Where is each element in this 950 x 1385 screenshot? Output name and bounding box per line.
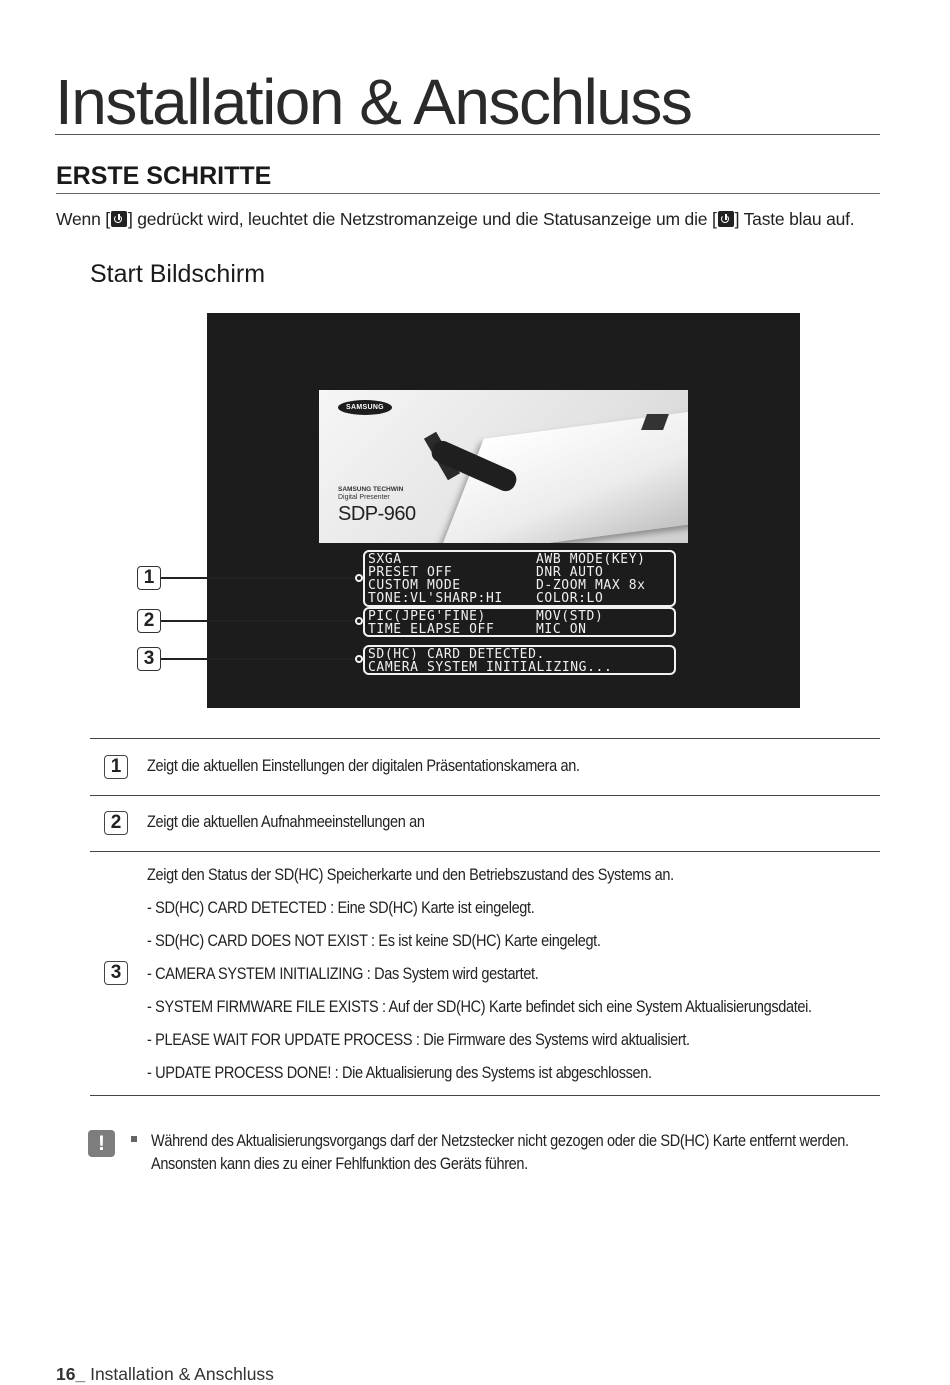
list-item: - UPDATE PROCESS DONE! : Die Aktualisierung des Systems ist abgeschlossen. [147,1064,812,1097]
list-item: - SD(HC) CARD DETECTED : Eine SD(HC) Karte ist eingelegt. [147,899,812,932]
intro-text-2: ] gedrückt wird, leuchtet die Netzstromanzeige und die Statusanzeige um die [ [127,209,717,229]
splash-image [319,390,688,543]
callout-ring-3 [355,655,363,663]
samsung-logo: SAMSUNG [338,400,392,415]
osd-row: SD(HC) CARD DETECTED. [368,647,545,662]
callout-ring-1 [355,574,363,582]
osd-value: CUSTOM MODE [368,578,461,593]
status-list [147,866,812,1097]
osd-value: TIME ELAPSE OFF [368,622,495,637]
intro-paragraph [56,209,854,230]
footer-section: Installation & Anschluss [90,1364,274,1384]
osd-value: MIC ON [536,622,587,637]
subsection-title: Start Bildschirm [90,260,266,288]
intro-text-1: Wenn [ [56,209,110,229]
osd-row [368,623,674,636]
osd-value: D-ZOOM MAX 8x [536,578,646,593]
bullet-icon [131,1136,137,1142]
osd-value: AWB MODE(KEY) [536,552,646,567]
warning-icon: ! [88,1130,115,1157]
callout-line-3 [161,658,356,660]
callout-3: 3 [137,647,161,671]
osd-row: CAMERA SYSTEM INITIALIZING... [368,660,613,675]
osd-recording-box [363,607,676,637]
callout-line-2 [161,620,356,622]
osd-row [368,592,674,605]
list-item: - CAMERA SYSTEM INITIALIZING : Das System wird gestartet. [147,965,812,998]
table-row [90,738,880,795]
list-item: - SYSTEM FIRMWARE FILE EXISTS : Auf der SD(HC) Karte befindet sich eine System Aktualisierungsdatei. [147,998,812,1031]
osd-value: PIC(JPEG'FINE) [368,609,486,624]
row-number: 2 [104,811,128,835]
brand-subtitle: Digital Presenter [338,494,390,501]
note-text [151,1130,849,1176]
note-line-1: Während des Aktualisierungsvorgangs darf der Netzstecker nicht gezogen oder die SD(HC) Karte entfernt werden. [151,1132,849,1150]
osd-value: TONE:VL'SHARP:HI [368,591,503,606]
table-row [90,851,880,1096]
osd-value: SXGA [368,552,402,567]
callout-1: 1 [137,566,161,590]
list-item: - PLEASE WAIT FOR UPDATE PROCESS : Die Firmware des Systems wird aktualisiert. [147,1031,812,1064]
row-description: Zeigt den Status der SD(HC) Speicherkarte und den Betriebszustand des Systems an. [147,866,674,884]
description-table [90,738,880,1096]
note-line-2: Ansonsten kann dies zu einer Fehlfunktion des Geräts führen. [151,1155,528,1173]
callout-ring-2 [355,617,363,625]
osd-value: MOV(STD) [536,609,604,624]
osd-value: PRESET OFF [368,565,453,580]
row-number: 3 [104,961,128,985]
osd-value: DNR AUTO [536,565,604,580]
row-number: 1 [104,755,128,779]
brand-name: SAMSUNG TECHWIN [338,486,404,493]
table-row [90,795,880,851]
section-title: ERSTE SCHRITTE [56,162,880,194]
list-item: - SD(HC) CARD DOES NOT EXIST : Es ist keine SD(HC) Karte eingelegt. [147,932,812,965]
power-button-icon [718,211,734,227]
row-description: Zeigt die aktuellen Einstellungen der digitalen Präsentationskamera an. [147,757,580,775]
page-footer [56,1364,274,1385]
callout-line-1 [161,577,356,579]
callout-2: 2 [137,609,161,633]
osd-status-box [363,645,676,675]
intro-text-3: ] Taste blau auf. [734,209,855,229]
row-description: Zeigt die aktuellen Aufnahmeeinstellungen an [147,813,425,831]
chapter-title: Installation & Anschluss [55,70,880,135]
page-number: 16_ [56,1364,86,1384]
osd-value: COLOR:LO [536,591,604,606]
power-button-icon [111,211,127,227]
model-name: SDP-960 [338,503,416,525]
start-screen-figure [207,313,800,708]
osd-settings-box [363,550,676,607]
